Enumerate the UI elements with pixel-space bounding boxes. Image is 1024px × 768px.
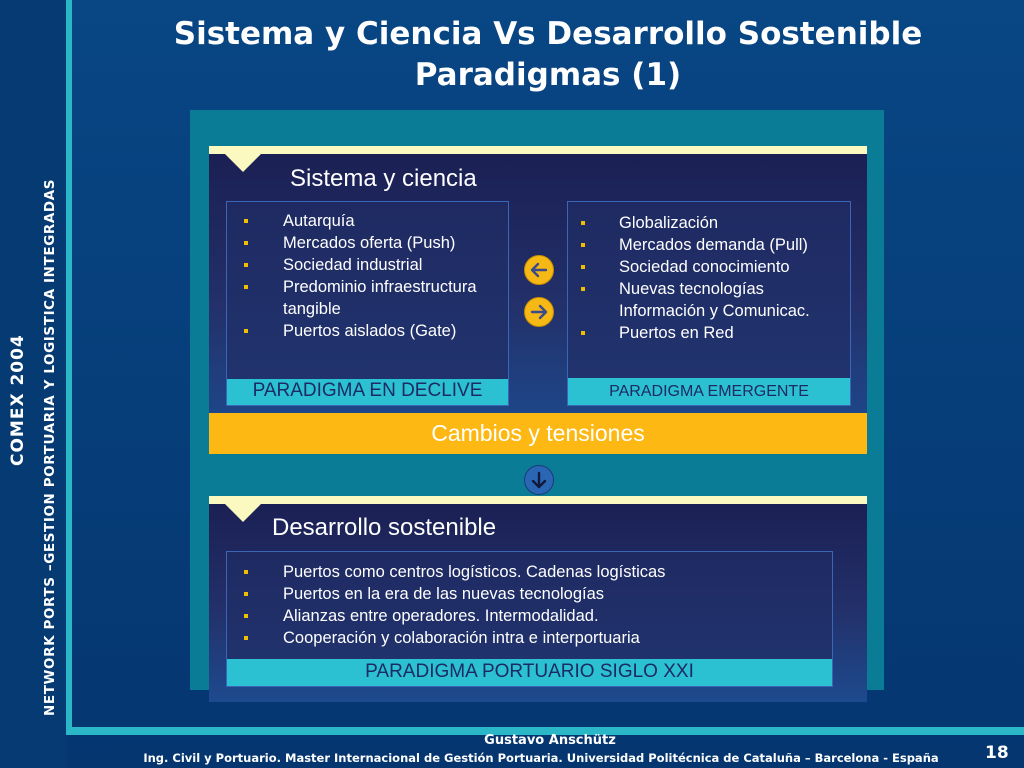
emerging-paradigm-label: PARADIGMA EMERGENTE xyxy=(568,378,850,405)
list-item-text: Sociedad industrial xyxy=(283,256,423,274)
bullet-icon xyxy=(244,285,248,289)
declining-paradigm-list xyxy=(227,202,508,342)
panel-top-line xyxy=(209,146,867,154)
list-item-text: Puertos aislados (Gate) xyxy=(283,322,457,340)
list-item-text: Cooperación y colaboración intra e interportuaria xyxy=(283,629,640,647)
bullet-icon xyxy=(244,592,248,596)
changes-tensions-band: Cambios y tensiones xyxy=(209,413,867,454)
port-paradigm-box xyxy=(226,551,833,687)
list-item xyxy=(568,256,850,278)
bullet-icon xyxy=(244,329,248,333)
list-item-text: Mercados demanda (Pull) xyxy=(619,236,808,254)
port-paradigm-label: PARADIGMA PORTUARIO SIGLO XXI xyxy=(227,659,832,686)
list-item xyxy=(568,234,850,256)
list-item xyxy=(227,627,832,649)
bullet-icon xyxy=(244,570,248,574)
list-item-text: Puertos como centros logísticos. Cadenas logísticas xyxy=(283,563,666,581)
slide-title xyxy=(72,14,1024,96)
list-item-text: Autarquía xyxy=(283,212,355,230)
sustainable-development-heading: Desarrollo sostenible xyxy=(272,514,497,541)
declining-paradigm-box xyxy=(226,201,509,406)
list-item-text: Mercados oferta (Push) xyxy=(283,234,456,252)
panel-top-line xyxy=(209,496,867,504)
arrow-right-icon xyxy=(524,297,554,327)
list-item xyxy=(227,210,508,232)
declining-paradigm-label: PARADIGMA EN DECLIVE xyxy=(227,379,508,405)
bullet-icon xyxy=(244,263,248,267)
list-item xyxy=(568,278,850,322)
title-line-1: Sistema y Ciencia Vs Desarrollo Sostenible xyxy=(173,16,923,52)
list-item-text: Predominio infraestructura tangible xyxy=(283,278,477,318)
arrow-left-icon xyxy=(524,255,554,285)
list-item xyxy=(568,322,850,344)
panel-notch xyxy=(225,154,261,172)
emerging-paradigm-list xyxy=(568,202,850,344)
system-science-heading: Sistema y ciencia xyxy=(290,165,477,192)
list-item-text: Puertos en la era de las nuevas tecnologías xyxy=(283,585,605,603)
bullet-icon xyxy=(244,636,248,640)
bullet-icon xyxy=(581,265,585,269)
bullet-icon xyxy=(581,243,585,247)
list-item-text: Alianzas entre operadores. Intermodalidad. xyxy=(283,607,599,625)
bullet-icon xyxy=(244,614,248,618)
list-item-text: Nuevas tecnologías Información y Comunicac. xyxy=(619,280,810,320)
author-affiliation: Ing. Civil y Portuario. Master Internacional de Gestión Portuaria. Universidad Politécnica de Cataluña – Barcelona - España xyxy=(143,751,939,765)
list-item-text: Globalización xyxy=(619,214,719,232)
bullet-icon xyxy=(581,287,585,291)
list-item xyxy=(227,254,508,276)
list-item xyxy=(227,583,832,605)
list-item xyxy=(227,605,832,627)
list-item xyxy=(227,561,832,583)
list-item-text: Puertos en Red xyxy=(619,324,734,342)
arrow-down-icon xyxy=(524,465,554,495)
event-label: COMEX 2004 xyxy=(8,334,28,466)
bullet-icon xyxy=(581,221,585,225)
list-item-text: Sociedad conocimiento xyxy=(619,258,790,276)
author-name: Gustavo Anschütz xyxy=(484,733,616,748)
left-accent-stripe xyxy=(66,0,72,735)
bullet-icon xyxy=(581,331,585,335)
panel-notch xyxy=(225,504,261,522)
page-number: 18 xyxy=(985,743,1009,763)
title-line-2: Paradigmas (1) xyxy=(414,57,682,93)
port-paradigm-list xyxy=(227,552,832,649)
list-item xyxy=(227,276,508,320)
bullet-icon xyxy=(244,241,248,245)
list-item xyxy=(227,232,508,254)
list-item xyxy=(227,320,508,342)
emerging-paradigm-box xyxy=(567,201,851,406)
list-item xyxy=(568,212,850,234)
bullet-icon xyxy=(244,219,248,223)
topic-label: NETWORK PORTS –GESTION PORTUARIA Y LOGISTICA INTEGRADAS xyxy=(42,178,58,716)
